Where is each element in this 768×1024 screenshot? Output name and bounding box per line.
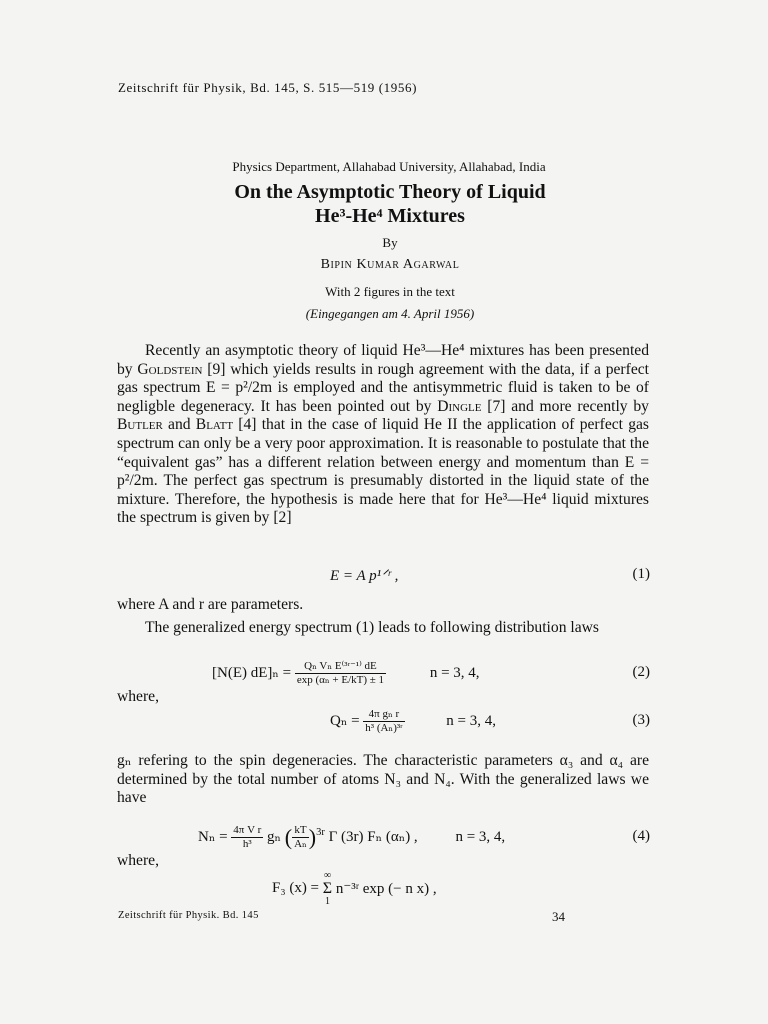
paragraph-2: The generalized energy spectrum (1) leads to following distribution laws <box>145 619 599 636</box>
eq4-paren-denominator: Aₙ <box>294 838 307 850</box>
title-line-1: On the Asymptotic Theory of Liquid <box>234 181 546 203</box>
eq4-left-paren: ( <box>284 824 293 850</box>
intro-paragraph <box>117 342 649 528</box>
eq4-condition: n = 3, 4, <box>455 828 506 845</box>
text-segment: and <box>162 416 196 434</box>
ref-dingle: Dingle <box>437 397 482 415</box>
eq2-condition: n = 3, 4, <box>429 664 480 681</box>
eq4-rest: Γ (3r) Fₙ (αₙ) , <box>328 828 418 845</box>
eq5-lower-limit: 1 <box>324 896 330 907</box>
eq3-fraction <box>363 708 404 735</box>
eq3-denominator: h³ (Aₙ)³ʳ <box>365 722 403 734</box>
ref-butler: Butler <box>117 416 163 434</box>
equation-1-number: (1) <box>632 566 650 582</box>
eq5-sigma: Σ <box>322 880 333 897</box>
eq3-numerator: 4π gₙ r <box>363 708 404 722</box>
eq4-degeneracy: gₙ <box>267 828 281 845</box>
eq5-upper-limit: ∞ <box>323 870 331 881</box>
journal-citation: Zeitschrift für Physik, Bd. 145, S. 515—519 (1956) <box>118 80 418 95</box>
eq4-right-paren: ) <box>308 824 317 850</box>
eq5-summation <box>323 870 332 907</box>
equation-4-number: (4) <box>632 828 650 844</box>
equation-4 <box>198 824 505 851</box>
eq4-lhs: Nₙ = <box>198 828 228 845</box>
figures-note: With 2 figures in the text <box>325 284 455 299</box>
title-line-2: He³-He⁴ Mixtures <box>315 205 465 227</box>
where-parameters: where A and r are parameters. <box>117 596 304 613</box>
where-label-2: where, <box>117 852 159 869</box>
equation-2-number: (2) <box>632 664 650 680</box>
ref-blatt: Blatt <box>195 416 234 434</box>
eq4-exponent: 3r <box>316 826 325 838</box>
eq4-paren-numerator: kT <box>292 824 309 838</box>
equation-3 <box>330 708 496 735</box>
equation-5 <box>272 870 437 907</box>
text-segment: Recently an asymptotic theory of liquid He³—He⁴ mixtures has been presented by <box>117 342 649 378</box>
eq3-condition: n = 3, 4, <box>446 712 497 729</box>
eq4-fraction <box>231 824 263 851</box>
equation-1: E = A p¹ᐟʳ , <box>330 568 399 584</box>
equation-2 <box>212 660 480 687</box>
eq3-lhs: Qₙ = <box>330 712 360 729</box>
received-date: (Eingegangen am 4. April 1956) <box>305 306 475 321</box>
text-segment: [9] which yields results in rough agreement with the data, if a perfect gas spectrum E = p²/2m is employed and the antisymmetric fluid is taken to be of negligble degeneracy. It has been pointed out by <box>117 360 649 415</box>
eq4-numerator: 4π V r <box>233 824 262 836</box>
eq2-numerator: Qₙ Vₙ E⁽³ʳ⁻¹⁾ dE <box>295 660 386 674</box>
paragraph-1 <box>117 342 649 528</box>
paragraph-3: gₙ refering to the spin degeneracies. The characteristic parameters α₃ and α₄ are determined by the total number of atoms N₃ and N₄. With the generalized laws we have <box>117 752 649 807</box>
eq4-paren-fraction <box>292 824 309 851</box>
page-number: 34 <box>552 909 565 924</box>
equation-3-number: (3) <box>632 712 650 728</box>
text-segment: [4] that in the case of liquid He II the application of perfect gas spectrum can only be a very poor approximation. It is reasonable to postulate that the “equivalent gas” has a different relation between energy and momentum than E = p²/2m. The perfect gas spectrum is presumably distorted in the liquid state of the mixture. Therefore, the hypothesis is made here that for He³—He⁴ liquid mixtures the spectrum is given by [2] <box>117 416 649 527</box>
paper-title <box>0 180 768 228</box>
text-segment: [7] and more recently by <box>481 397 649 415</box>
eq4-denominator: h³ <box>242 838 252 850</box>
footer-journal: Zeitschrift für Physik. Bd. 145 <box>118 910 259 921</box>
affiliation: Physics Department, Allahabad University, Allahabad, India <box>232 159 546 174</box>
eq2-fraction <box>295 660 386 687</box>
eq5-rest: n⁻³ʳ exp (− n x) , <box>335 881 437 897</box>
where-label-1: where, <box>117 688 159 705</box>
ref-goldstein: Goldstein <box>137 360 203 378</box>
eq2-lhs: [N(E) dE]ₙ = <box>212 664 292 681</box>
by-label: By <box>382 235 398 250</box>
eq2-denominator: exp (αₙ + E/kT) ± 1 <box>296 674 385 686</box>
eq5-lhs: F₃ (x) = <box>272 880 320 896</box>
author-name: Bipin Kumar Agarwal <box>320 257 460 272</box>
